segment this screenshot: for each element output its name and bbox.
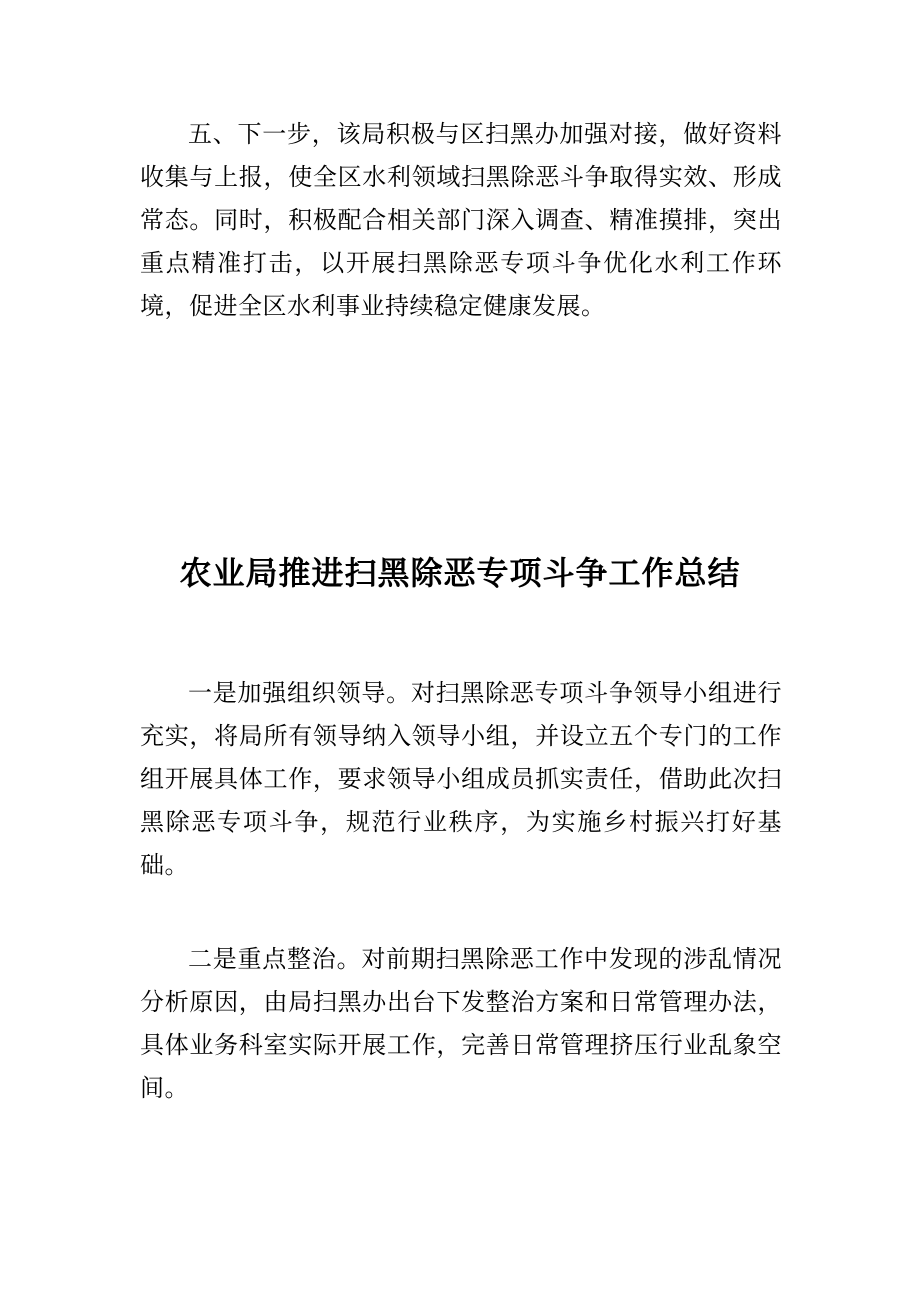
- paragraph-organization-leadership: 一是加强组织领导。对扫黑除恶专项斗争领导小组进行充实，将局所有领导纳入领导小组，并设立五个专门的工作组开展具体工作，要求领导小组成员抓实责任，借助此次扫黑除恶专项斗争，规范行业秩序，为实施乡村振兴打好基础。: [140, 679, 782, 879]
- paragraph-next-steps: 五、下一步，该局积极与区扫黑办加强对接，做好资料收集与上报，使全区水利领域扫黑除恶斗争取得实效、形成常态。同时，积极配合相关部门深入调查、精准摸排，突出重点精准打击，以开展扫黑除恶专项斗争优化水利工作环境，促进全区水利事业持续稳定健康发展。: [140, 120, 782, 320]
- paragraph-key-rectification: 二是重点整治。对前期扫黑除恶工作中发现的涉乱情况分析原因，由局扫黑办出台下发整治方案和日常管理办法，具体业务科室实际开展工作，完善日常管理挤压行业乱象空间。: [140, 945, 782, 1102]
- document-title: 农业局推进扫黑除恶专项斗争工作总结: [179, 554, 741, 592]
